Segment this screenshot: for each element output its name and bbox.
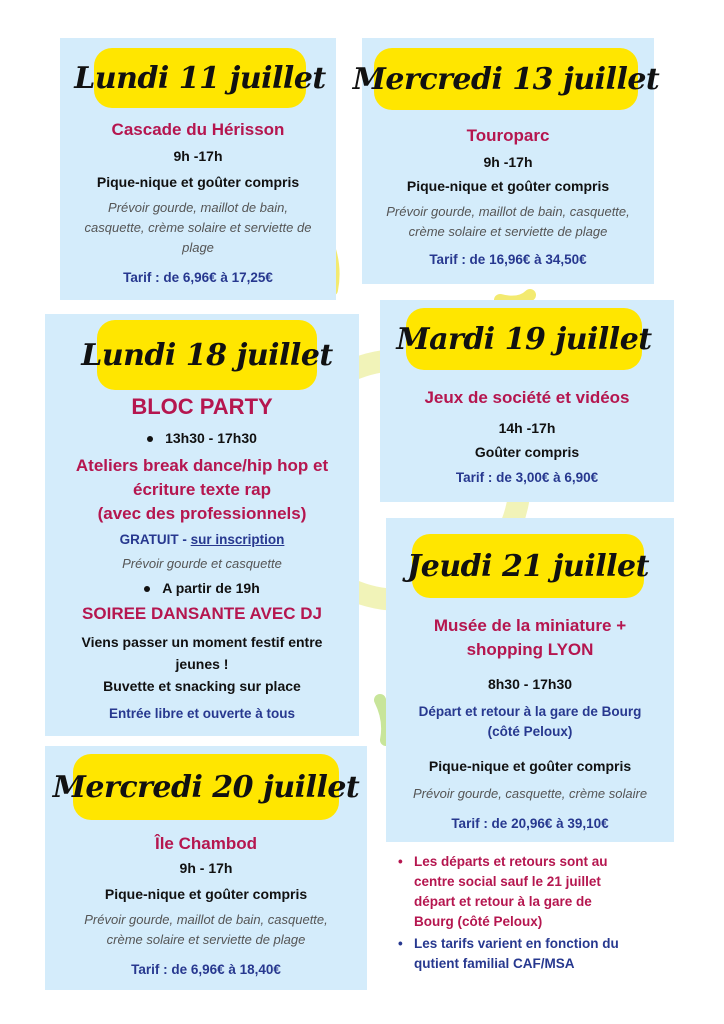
activity-title: Jeux de société et vidéos bbox=[424, 388, 630, 407]
evening-time bbox=[45, 580, 359, 596]
note-line: Prévoir gourde, maillot de bain, casquette, bbox=[386, 204, 630, 219]
note-text: Les départs et retours sont au bbox=[414, 854, 608, 869]
note-line: Prévoir gourde, maillot de bain, bbox=[108, 200, 288, 215]
note-departures bbox=[398, 852, 698, 932]
hours: 9h -17h bbox=[483, 154, 533, 170]
meal-info: Pique-nique et goûter compris bbox=[406, 178, 610, 194]
hours bbox=[45, 430, 359, 446]
free-label: GRATUIT - bbox=[119, 532, 187, 547]
activity-title: Cascade du Hérisson bbox=[111, 120, 285, 139]
evening-title: SOIREE DANSANTE AVEC DJ bbox=[82, 604, 322, 623]
signup-link[interactable]: sur inscription bbox=[190, 532, 285, 547]
hours: 9h - 17h bbox=[179, 860, 233, 876]
activity-title: shopping LYON bbox=[466, 640, 594, 659]
workshop-line: écriture texte rap bbox=[133, 480, 271, 499]
note-text: départ et retour à la gare de bbox=[414, 894, 592, 909]
invite-line: jeunes ! bbox=[175, 656, 229, 672]
price: Tarif : de 20,96€ à 39,10€ bbox=[451, 816, 609, 831]
invite-line: Viens passer un moment festif entre bbox=[81, 634, 323, 650]
workshop-line: Ateliers break dance/hip hop et bbox=[75, 456, 329, 475]
date-badge: Jeudi 21 juillet bbox=[412, 534, 644, 598]
departure-line: (côté Peloux) bbox=[487, 724, 573, 739]
buvette-info: Buvette et snacking sur place bbox=[103, 678, 301, 694]
event-title: BLOC PARTY bbox=[131, 394, 273, 419]
meal-info: Pique-nique et goûter compris bbox=[96, 174, 300, 190]
activity-title: Touroparc bbox=[466, 126, 550, 145]
price: Tarif : de 16,96€ à 34,50€ bbox=[429, 252, 587, 267]
hours: 9h -17h bbox=[173, 148, 223, 164]
hours: 8h30 - 17h30 bbox=[487, 676, 573, 692]
note-line: plage bbox=[182, 240, 214, 255]
note-prices bbox=[398, 934, 698, 974]
entry-info: Entrée libre et ouverte à tous bbox=[108, 706, 296, 721]
note: Prévoir gourde, casquette, crème solaire bbox=[412, 786, 648, 801]
card-mercredi-20 bbox=[45, 746, 367, 990]
date-badge: Lundi 18 juillet bbox=[97, 320, 317, 390]
departure-line: Départ et retour à la gare de Bourg bbox=[418, 704, 642, 719]
note-line: casquette, crème solaire et serviette de bbox=[84, 220, 312, 235]
activity-title: Musée de la miniature + bbox=[433, 616, 627, 635]
price: Tarif : de 6,96€ à 18,40€ bbox=[131, 962, 281, 977]
workshop-line: (avec des professionnels) bbox=[97, 504, 307, 523]
hours-text: 13h30 - 17h30 bbox=[165, 430, 257, 446]
notes-list bbox=[398, 852, 698, 976]
card-lundi-18 bbox=[45, 314, 359, 736]
note-text: Bourg (côté Peloux) bbox=[414, 914, 543, 929]
note-line: Prévoir gourde, maillot de bain, casquette, bbox=[84, 912, 328, 927]
activity-title: Île Chambod bbox=[154, 834, 257, 853]
bullet-icon bbox=[144, 586, 150, 592]
date-badge: Mercredi 20 juillet bbox=[73, 754, 339, 820]
bullet-icon bbox=[147, 436, 153, 442]
evening-time-text: A partir de 19h bbox=[162, 580, 260, 596]
note: Prévoir gourde et casquette bbox=[122, 556, 282, 571]
meal-info: Pique-nique et goûter compris bbox=[104, 886, 308, 902]
card-lundi-11 bbox=[60, 38, 336, 300]
note-line: crème solaire et serviette de plage bbox=[106, 932, 306, 947]
note-text: qutient familial CAF/MSA bbox=[414, 956, 575, 971]
note-text: Les tarifs varient en fonction du bbox=[414, 936, 619, 951]
date-badge: Mercredi 13 juillet bbox=[374, 48, 638, 110]
card-mardi-19 bbox=[380, 300, 674, 502]
note-line: crème solaire et serviette de plage bbox=[408, 224, 608, 239]
date-badge: Mardi 19 juillet bbox=[406, 308, 642, 370]
note-text: centre social sauf le 21 juillet bbox=[414, 874, 601, 889]
date-badge: Lundi 11 juillet bbox=[94, 48, 306, 108]
meal-info: Pique-nique et goûter compris bbox=[428, 758, 632, 774]
price: Tarif : de 3,00€ à 6,90€ bbox=[455, 470, 599, 485]
card-mercredi-13 bbox=[352, 38, 660, 284]
card-jeudi-21 bbox=[386, 518, 674, 842]
hours: 14h -17h bbox=[498, 420, 556, 436]
price: Tarif : de 6,96€ à 17,25€ bbox=[123, 270, 273, 285]
meal-info: Goûter compris bbox=[474, 444, 580, 460]
price-info bbox=[45, 532, 359, 547]
